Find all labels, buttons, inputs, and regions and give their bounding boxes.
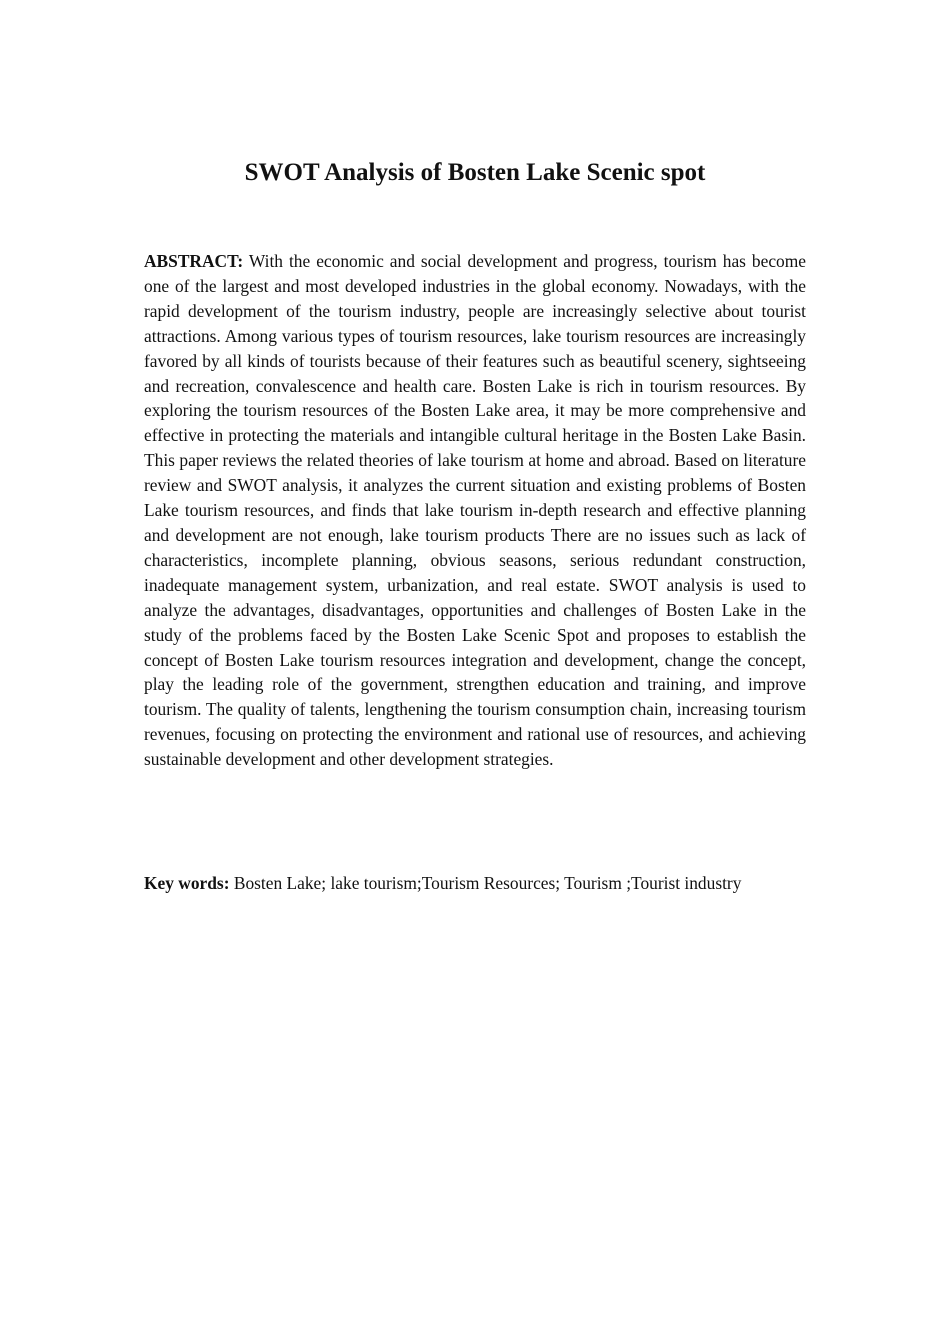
abstract-text: With the economic and social development and progress, tourism has become one of the largest and most developed industries in the global economy. Nowadays, with the rapid development of the tourism industry, people are increasingly selective about tourist attractions. Among various types of tourism resources, lake tourism resources are increasingly favored by all kinds of tourists because of their features such as beautiful scenery, sightseeing and recreation, convalescence and health care. Bosten Lake is rich in tourism resources. By exploring the tourism resources of the Bosten Lake area, it may be more comprehensive and effective in protecting the materials and intangible cultural heritage in the Bosten Lake Basin. This paper reviews the related theories of lake tourism at home and abroad. Based on literature review and SWOT analysis, it analyzes the current situation and existing problems of Bosten Lake tourism resources, and finds that lake tourism in-depth research and effective planning and development are not enough, lake tourism products There are no issues such as lack of characteristics, incomplete planning, obvious seasons, serious redundant construction, inadequate management system, urbanization, and real estate. SWOT analysis is used to analyze the advantages, disadvantages, opportunities and challenges of Bosten Lake in the study of the problems faced by the Bosten Lake Scenic Spot and proposes to establish the concept of Bosten Lake tourism resources integration and development, change the concept, play the leading role of the government, strengthen education and training, and improve tourism. The quality of talents, lengthening the tourism consumption chain, increasing tourism revenues, focusing on protecting the environment and rational use of resources, and achieving sustainable development and other development strategies. bbox=[144, 251, 806, 770]
abstract-paragraph bbox=[144, 249, 806, 772]
keywords-text: Bosten Lake; lake tourism;Tourism Resources; Tourism ;Tourist industry bbox=[233, 873, 742, 893]
keywords-label: Key words: bbox=[144, 873, 230, 893]
abstract-label: ABSTRACT: bbox=[144, 251, 244, 271]
keywords-paragraph bbox=[144, 871, 844, 896]
paper-title: SWOT Analysis of Bosten Lake Scenic spot bbox=[244, 159, 706, 186]
